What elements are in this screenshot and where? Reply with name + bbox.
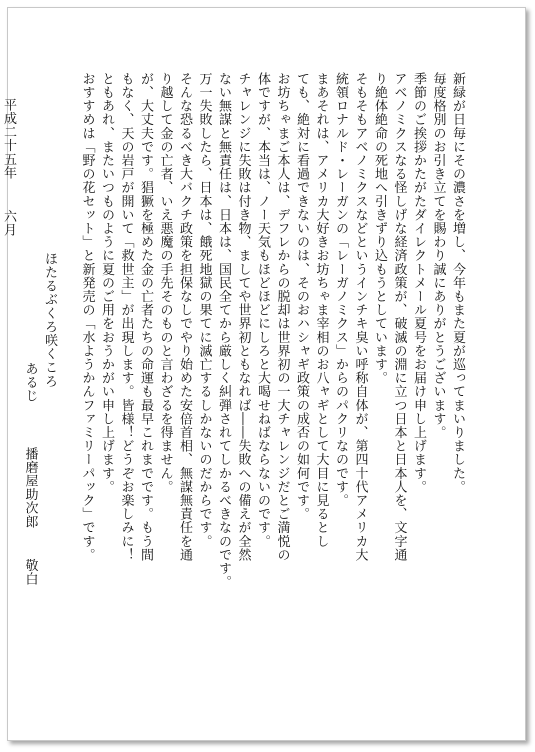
date-era-year: 平成二十五年 <box>1 98 16 180</box>
letter-line: 統領ロナルド・レーガンの「レーガノミクス」からのパクリなのです。 <box>333 72 348 508</box>
owner-name: 播磨屋助次郎 <box>22 446 38 529</box>
letter-line: 体ですが、本当は、ノー天気もほどほどにしろと大喝せねばならないのです。 <box>255 72 270 548</box>
letter-line: 万一失敗したら、日本は、餓死地獄の果てに滅亡するしかないのだからです。 <box>196 72 212 548</box>
closing: 敬白 <box>22 558 38 586</box>
indent <box>49 72 50 252</box>
letter-line: ともあれ、またいつものように夏のご用をおうかがい申し上げます。 <box>99 72 114 494</box>
letter-line: り越して金の亡者、いえ悪魔の手先そのものと言わざるを得ません。 <box>157 72 173 494</box>
signature-line <box>40 72 60 692</box>
date-month: 六月 <box>1 209 16 237</box>
letter-line: 新緑が日毎にその濃さを増し、今年もまた夏が巡ってまいりました。 <box>450 72 465 494</box>
letter-line: り絶体絶命の死地へ引きずり込もうとしています。 <box>372 72 387 385</box>
date-line <box>0 72 18 692</box>
owner-title: あるじ <box>22 362 38 403</box>
letter-body <box>0 72 467 692</box>
letter-line: お坊ちゃまご本人は、デフレからの脱却は世界初の一大チャレンジだとご満悦の <box>274 72 290 562</box>
letter-line: 季節のご挨拶かたがたダイレクトメール夏号をお届け申し上げます。 <box>411 72 426 494</box>
letter-line: まあそれは、アメリカ大好きお坊ちゃま宰相のお八ャギとして大目に見るとし <box>313 72 329 548</box>
letter-line: そんな恐るべき大バクチ政策を担保なしでやり始めた安倍首相、無謀無責任を通 <box>177 72 192 562</box>
gap <box>29 403 30 447</box>
signature-line <box>20 72 40 692</box>
indent <box>8 72 9 98</box>
letter-line: アベノミクスなる怪しげな経済政策が、破滅の淵に立つ日本と日本人を、文字通 <box>391 72 407 562</box>
paragraph-spacer <box>59 72 77 692</box>
letter-line: ても、絶対に看過できないのは、そのおハシャギ政策の成否の如何です。 <box>294 72 309 521</box>
letter-page <box>1 7 526 741</box>
letter-line: ない無謀と無責任は、日本は、国民全てから厳しく糾弾されてしかるべきなのです。 <box>216 72 231 589</box>
gap <box>29 528 30 558</box>
shop-name: ほたるぶくろ咲くころ <box>42 252 57 388</box>
letter-line: もなく、天の岩戸が開いて「救世主」が出現します。皆様！どうぞお楽しみに！ <box>118 72 134 562</box>
letter-line: おすすめは「野の花セット」と新発売の「水ようかんファミリーパック」です。 <box>79 72 95 562</box>
gap <box>8 180 9 210</box>
indent <box>29 72 30 362</box>
letter-line: そもそもアベノミクスなどというインチキ臭い呼称自体が、第四十代アメリカ大 <box>352 72 368 562</box>
letter-line: チャレンジに失敗は付き物、ましてや世界初ともなれば――失敗への備えが全然 <box>235 72 251 562</box>
letter-line: が、大丈夫です。猖獗を極めた金の亡者たちの命運も最早これまでです。もう間 <box>138 72 153 562</box>
letter-line: 毎度格別のお引き立てを賜わり誠にありがとうございます。 <box>430 72 446 440</box>
